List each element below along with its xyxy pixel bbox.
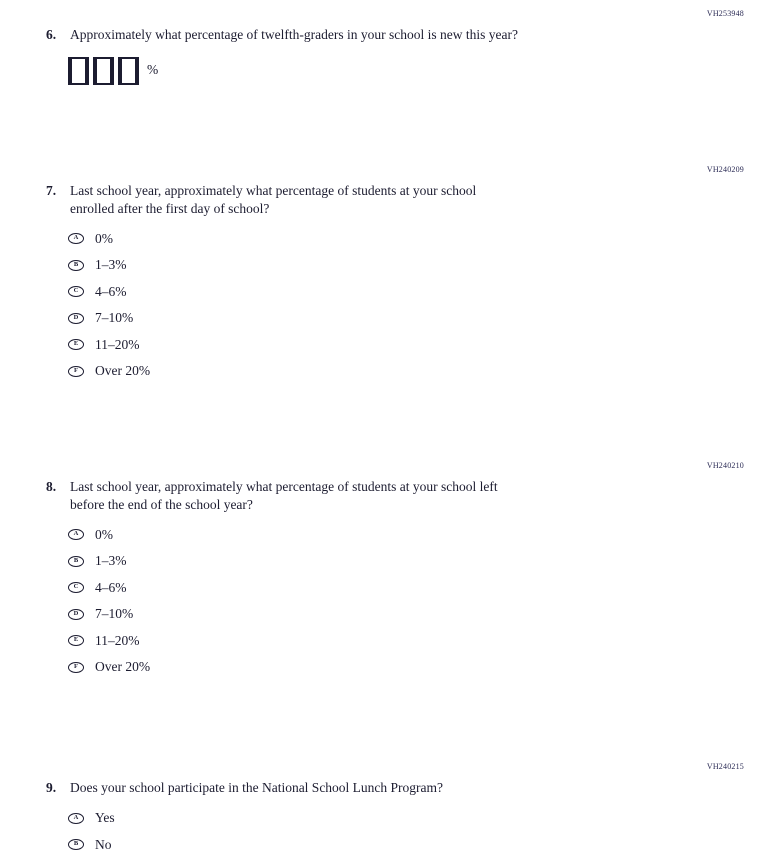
option-bubble-c[interactable] [68, 582, 84, 593]
option-letter: D [73, 313, 79, 321]
question-text [70, 182, 476, 217]
question-text [70, 779, 443, 797]
option-letter: E [73, 340, 79, 348]
option-bubble-b[interactable] [68, 260, 84, 271]
question-line: enrolled after the first day of school? [70, 200, 270, 216]
option-letter: B [73, 260, 79, 268]
option-bubble-f[interactable] [68, 662, 84, 673]
question-line: Last school year, approximately what percentage of students at your school [70, 183, 477, 198]
option-label: 7–10% [95, 606, 134, 621]
answer-option[interactable] [68, 336, 761, 353]
option-letter: B [73, 556, 79, 564]
digit-box-2[interactable] [93, 57, 114, 85]
answer-option[interactable] [68, 526, 761, 543]
answer-option[interactable] [68, 553, 761, 570]
option-letter: E [73, 636, 79, 644]
option-label: 4–6% [95, 579, 127, 595]
option-letter: B [73, 840, 79, 848]
question-line: Does your school participate in the National School Lunch Program? [70, 780, 444, 795]
option-label: 7–10% [95, 310, 134, 325]
question-text [70, 478, 498, 513]
question-6 [0, 9, 761, 85]
question-number: 9. [46, 780, 57, 795]
option-label: 0% [95, 230, 113, 246]
question-number: 7. [46, 183, 57, 198]
answer-option[interactable] [68, 810, 761, 827]
item-code: VH240215 [706, 762, 744, 771]
option-letter: C [73, 287, 79, 295]
answer-option[interactable] [68, 283, 761, 300]
question-8 [0, 461, 761, 685]
answer-option[interactable] [68, 363, 761, 380]
question-line: Last school year, approximately what percentage of students at your school left [70, 479, 498, 494]
question-9 [0, 762, 761, 863]
question-number: 6. [46, 27, 57, 42]
option-label: Over 20% [95, 659, 151, 674]
answer-option[interactable] [68, 659, 761, 676]
answer-option[interactable] [68, 632, 761, 649]
option-bubble-d[interactable] [68, 609, 84, 620]
option-letter: A [73, 234, 79, 242]
answer-option[interactable] [68, 257, 761, 274]
option-label: 0% [95, 526, 113, 542]
option-label: Yes [95, 810, 115, 825]
answer-option[interactable] [68, 579, 761, 596]
answer-option[interactable] [68, 310, 761, 327]
option-label: 11–20% [95, 632, 140, 648]
option-letter: D [73, 609, 79, 617]
item-code: VH240210 [706, 461, 744, 470]
question-text [70, 26, 518, 44]
option-bubble-e[interactable] [68, 635, 84, 646]
option-bubble-d[interactable] [68, 313, 84, 324]
question-number: 8. [46, 479, 57, 494]
question-line: Approximately what percentage of twelfth-graders in your school is new this year? [70, 27, 518, 42]
options-list [0, 230, 761, 380]
option-label: 1–3% [95, 257, 127, 272]
option-letter: C [73, 583, 79, 591]
option-bubble-a[interactable] [68, 813, 84, 824]
answer-option[interactable] [68, 230, 761, 247]
options-list [0, 526, 761, 676]
answer-option[interactable] [68, 606, 761, 623]
percent-sign-label: % [147, 61, 159, 77]
option-label: Over 20% [95, 363, 151, 378]
answer-option[interactable] [68, 836, 761, 853]
options-list [0, 810, 761, 854]
option-label: 11–20% [95, 336, 140, 352]
item-code: VH253948 [706, 9, 744, 18]
item-code: VH240209 [706, 165, 744, 174]
option-bubble-e[interactable] [68, 339, 84, 350]
option-label: 1–3% [95, 553, 127, 568]
digit-box-3[interactable] [118, 57, 139, 85]
option-bubble-c[interactable] [68, 286, 84, 297]
option-letter: F [74, 366, 78, 374]
option-label: 4–6% [95, 283, 127, 299]
digit-entry-row [0, 57, 761, 85]
digit-box-1[interactable] [68, 57, 89, 85]
option-bubble-b[interactable] [68, 556, 84, 567]
question-7 [0, 165, 761, 389]
option-letter: A [73, 813, 79, 821]
option-letter: A [73, 530, 79, 538]
option-letter: F [74, 662, 78, 670]
option-bubble-a[interactable] [68, 529, 84, 540]
option-label: No [95, 836, 112, 852]
option-bubble-a[interactable] [68, 233, 84, 244]
option-bubble-b[interactable] [68, 839, 84, 850]
question-line: before the end of the school year? [70, 496, 253, 512]
option-bubble-f[interactable] [68, 366, 84, 377]
